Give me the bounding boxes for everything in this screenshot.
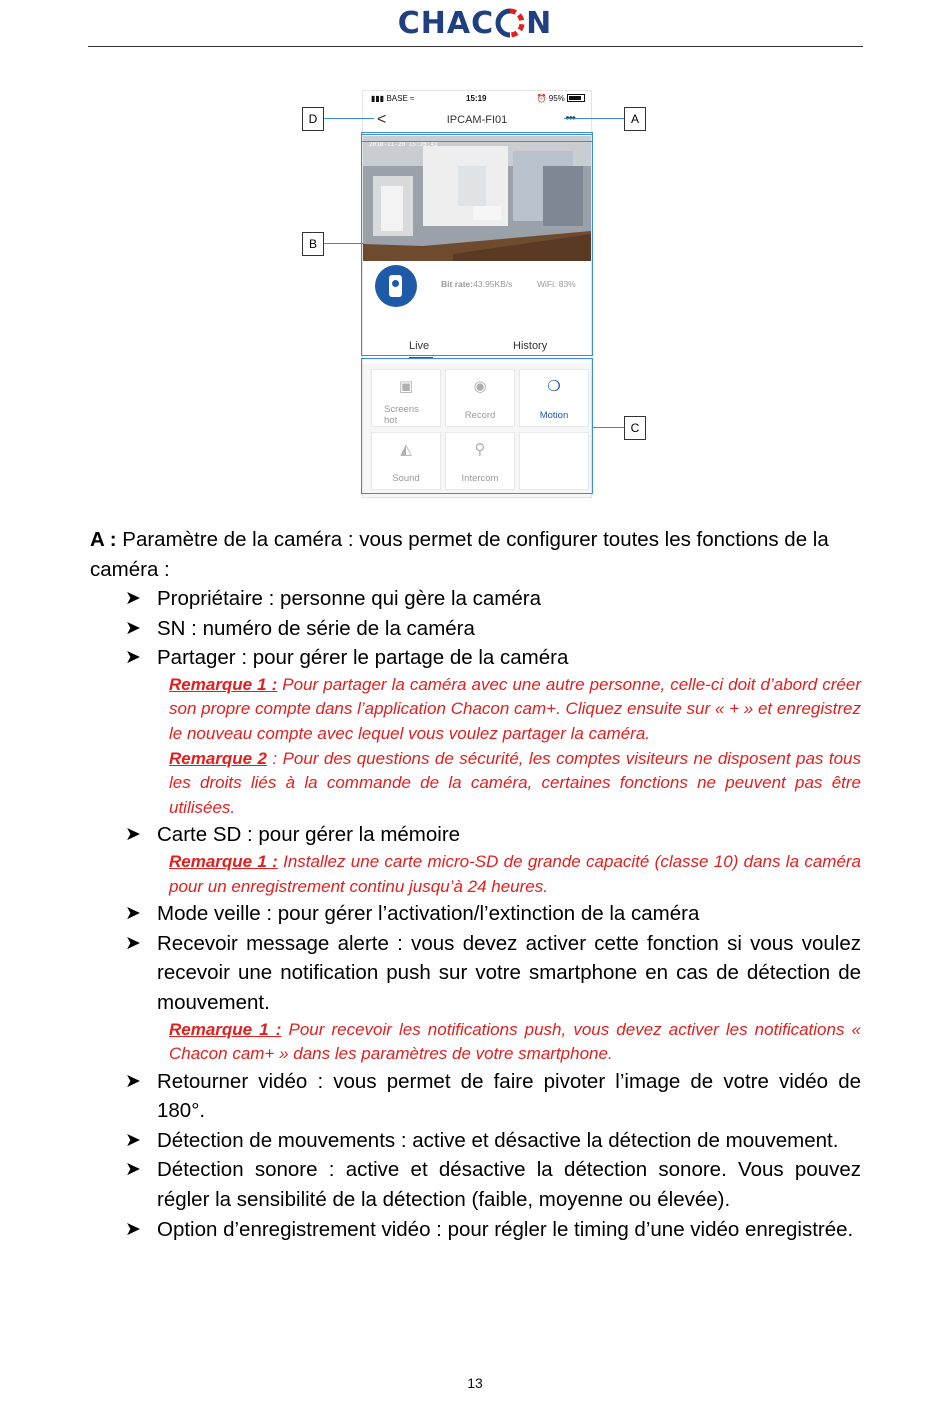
status-time: 15:19 (466, 94, 487, 103)
speaker-muted-icon: ◭ (400, 441, 412, 458)
wifi-icon: ≈ (410, 94, 415, 103)
list-item: ➤ Détection de mouvements : active et désactive la détection de mouvement. (125, 1126, 861, 1156)
wifi-strength: WiFi: 83% (537, 279, 576, 289)
screenshot-label: Screens hot (384, 404, 419, 426)
more-options-icon[interactable]: ••• (565, 111, 575, 125)
microphone-icon: ⚲ (474, 441, 486, 458)
battery-icon (567, 94, 585, 102)
arrow-bullet-icon: ➤ (125, 616, 141, 639)
brand-logo-text-end: N (526, 6, 553, 41)
carrier-label: ▮▮▮ BASE ≈ (371, 94, 415, 103)
alarm-icon: ⏰ (536, 94, 547, 103)
remark-note: Remarque 1 : Pour partager la caméra avec une autre personne, celle-ci doit d’abord créer son propre compte dans l’application Chacon cam+. Cliquez ensuite sur « + » et enregistrez le nouveau compte avec lequel vous voulez partager la caméra. (169, 674, 862, 743)
callout-b-label: B (302, 232, 324, 256)
battery-status: ⏰ 95% (537, 94, 585, 103)
remark-note: Remarque 1 : Installez une carte micro-SD de grande capacité (classe 10) dans la caméra pour un enregistrement continu jusqu’à 24 heures. (169, 851, 862, 896)
arrow-bullet-icon: ➤ (125, 902, 141, 925)
arrow-bullet-icon: ➤ (125, 1217, 141, 1240)
arrow-bullet-icon: ➤ (125, 931, 141, 954)
arrow-bullet-icon: ➤ (125, 587, 141, 609)
video-timestamp: 2018-11-20 15:20:43 (369, 141, 438, 148)
list-item: ➤ Option d’enregistrement vidéo : pour régler le timing d’une vidéo enregistrée. (125, 1215, 861, 1245)
list-item: ➤ Recevoir message alerte : vous devez activer cette fonction si vous voulez recevoir une notification push sur votre smartphone en cas de détection de mouvement. (125, 929, 861, 1018)
list-item: ➤ Partager : pour gérer le partage de la caméra (125, 643, 861, 673)
arrow-bullet-icon: ➤ (125, 1158, 141, 1181)
signal-icon: ▮▮▮ (371, 94, 385, 103)
list-item: ➤ Propriétaire : personne qui gère la caméra (125, 584, 861, 614)
status-bar (363, 91, 591, 107)
list-item: ➤ Retourner vidéo : vous permet de faire pivoter l’image de votre vidéo de 180°. (125, 1067, 861, 1126)
callout-c-label: C (624, 416, 646, 440)
arrow-bullet-icon: ➤ (125, 823, 141, 846)
callout-c-arrow (592, 427, 624, 428)
list-item: ➤ SN : numéro de série de la caméra (125, 614, 861, 644)
highlight-frame-b (361, 134, 593, 356)
tab-history[interactable]: History (513, 340, 548, 352)
callout-a-label: A (624, 107, 646, 131)
arrow-bullet-icon: ➤ (125, 646, 141, 669)
remark-note: Remarque 2 : Pour des questions de sécurité, les comptes visiteurs ne disposent pas tous les droits liés à la commande de la caméra, certaines fonctions ne peuvent pas être utilisées. (169, 748, 861, 817)
record-label: Record (464, 410, 496, 421)
brand-logo-o-icon (495, 8, 525, 38)
intro-paragraph (90, 525, 860, 584)
intro-label: A : (90, 528, 117, 551)
brand-logo-text: CHAC (397, 6, 495, 41)
arrow-bullet-icon: ➤ (125, 1128, 141, 1151)
callout-b-arrow (324, 243, 364, 244)
header-rule (88, 46, 863, 47)
callout-d-arrow (324, 118, 374, 119)
video-record-icon: ◉ (473, 378, 487, 395)
sound-label: Sound (392, 473, 420, 484)
camera-title: IPCAM-FI01 (446, 114, 508, 126)
arrow-bullet-icon: ➤ (125, 1069, 141, 1092)
bitrate-readout: Bit rate:43.95KB/s (441, 279, 513, 289)
callout-d-label: D (302, 107, 324, 131)
settings-list (125, 584, 861, 1244)
list-item: ➤ Détection sonore : active et désactive la détection sonore. Vous pouvez régler la sensibilité de la détection (faible, moyenne ou élevée). (125, 1155, 861, 1214)
camera-icon: ▣ (398, 378, 414, 395)
app-screenshot-figure (292, 80, 662, 500)
motion-detection-icon: ❍ (547, 378, 561, 395)
page-number: 13 (467, 1375, 483, 1391)
motion-label: Motion (539, 410, 569, 421)
remark-note: Remarque 1 : Pour recevoir les notifications push, vous devez activer les notifications « Chacon cam+ » dans les paramètres de votre smartphone. (169, 1019, 861, 1064)
back-icon[interactable]: < (377, 111, 387, 128)
intercom-label: Intercom (461, 473, 499, 484)
callout-a-arrow (564, 118, 624, 119)
brand-logo (0, 6, 950, 41)
list-item: ➤ Carte SD : pour gérer la mémoire (125, 820, 861, 850)
list-item: ➤ Mode veille : pour gérer l’activation/l’extinction de la caméra (125, 899, 861, 929)
intro-text: Paramètre de la caméra : vous permet de configurer toutes les fonctions de la caméra : (90, 528, 829, 581)
highlight-frame-c (361, 358, 593, 494)
tab-live[interactable]: Live (409, 340, 430, 352)
